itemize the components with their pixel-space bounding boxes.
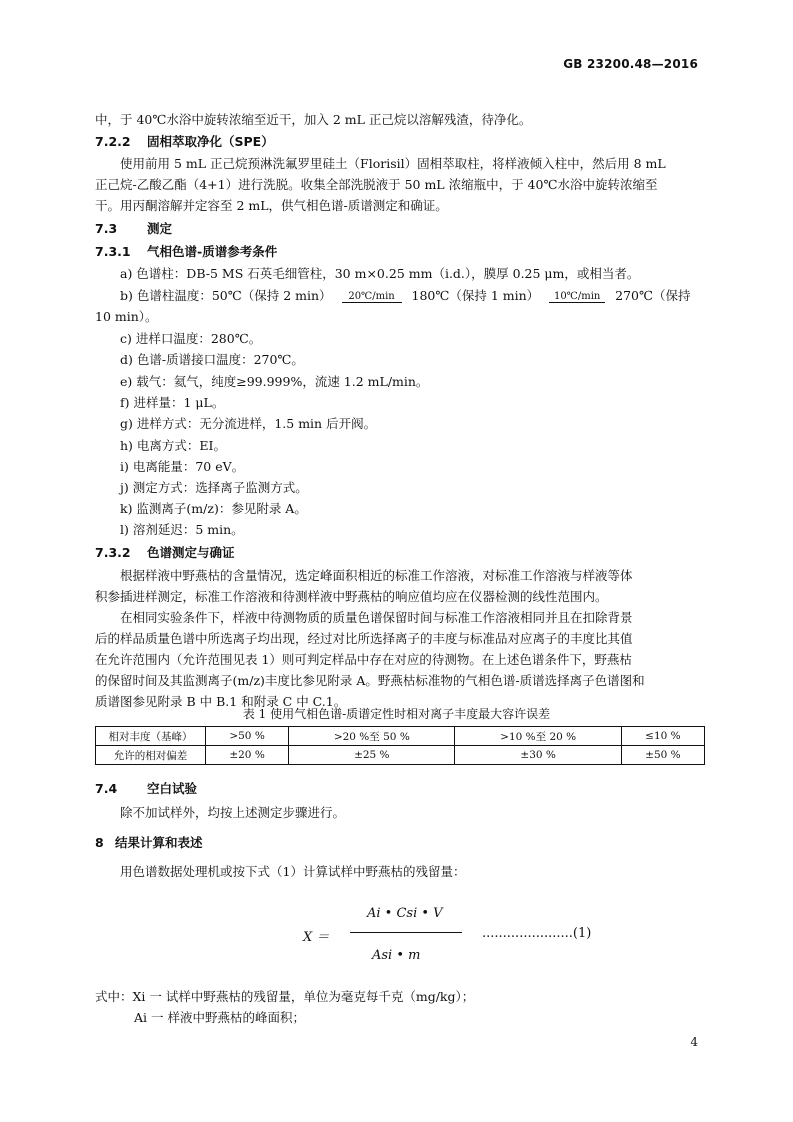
list-item: k) 监测离子(m/z)：参见附录 A。 <box>120 501 307 516</box>
section-title: 色谱测定与确证 <box>147 545 235 560</box>
formula-tag: ......................(1) <box>482 926 592 941</box>
table-cell: ±30 % <box>455 746 621 765</box>
section-number: 7.2.2 <box>95 134 131 149</box>
table-cell: >10 %至 20 % <box>455 727 621 746</box>
list-item: g) 进样方式：无分流进样，1.5 min 后开阀。 <box>120 416 377 431</box>
section-heading-8 <box>95 833 203 851</box>
list-item: l) 溶剂延迟：5 min。 <box>120 522 244 537</box>
table-cell: ±50 % <box>621 746 704 765</box>
formula-lhs: X ＝ <box>303 930 330 945</box>
formula-denominator: Asi • m <box>372 948 421 963</box>
section-title: 测定 <box>147 221 173 236</box>
paragraph-line: 后的样品质量色谱中所选离子均出现，经过对比所选择离子的丰度与标准品对应离子的丰度比其值 <box>95 631 633 646</box>
paragraph-line: 用色谱数据处理机或按下式（1）计算试样中野燕枯的残留量： <box>120 864 466 879</box>
section-number: 7.3.1 <box>95 244 131 259</box>
list-item: h) 电离方式：EI。 <box>120 438 226 453</box>
section-number: 8 <box>95 835 104 850</box>
table-row <box>96 727 705 746</box>
formula-1 <box>0 900 793 970</box>
list-item: i) 电离能量：70 eV。 <box>120 459 245 474</box>
paragraph-line: 在允许范围内（允许范围见表 1）则可判定样品中存在对应的待测物。在上述色谱条件下，野燕枯 <box>95 652 632 667</box>
list-item: f) 进样量：1 μL。 <box>120 395 225 410</box>
section-number: 7.3.2 <box>95 545 131 560</box>
standard-number: GB 23200.48—2016 <box>563 57 698 71</box>
list-item: a) 色谱柱：DB-5 MS 石英毛细管柱，30 m×0.25 mm（i.d.），膜厚 0.25 μm，或相当者。 <box>120 266 640 281</box>
list-item <box>120 286 690 304</box>
section-number: 7.3 <box>95 221 118 236</box>
section-heading-7-4 <box>95 779 197 797</box>
section-heading-7-2-2 <box>95 132 274 150</box>
paragraph-line: 根据样液中野燕枯的含量情况，选定峰面积相近的标准工作溶液，对标准工作溶液与样液等体 <box>120 568 633 583</box>
oven-program-text: 270℃（保持 <box>615 288 691 303</box>
paragraph-line: 质谱图参见附录 B 中 B.1 和附录 C 中 C.1。 <box>95 694 347 709</box>
table-cell: >20 %至 50 % <box>289 727 455 746</box>
oven-program-text: 180℃（保持 1 min） <box>411 288 540 303</box>
section-title: 固相萃取净化（SPE） <box>147 134 274 149</box>
variable-definition: 式中：Xi 一 试样中野燕枯的残留量，单位为毫克每千克（mg/kg）； <box>95 989 475 1004</box>
list-item: d) 色谱-质谱接口温度：270℃。 <box>120 352 304 367</box>
table-cell: ±25 % <box>289 746 455 765</box>
formula-numerator: Ai • Csi • V <box>367 906 443 921</box>
list-item-continuation: 10 min）。 <box>95 309 158 324</box>
section-title: 空白试验 <box>147 781 198 796</box>
section-number: 7.4 <box>95 781 118 796</box>
page-number: 4 <box>690 1035 698 1049</box>
section-title: 气相色谱-质谱参考条件 <box>147 244 278 259</box>
section-heading-7-3-1 <box>95 242 277 260</box>
list-item: j) 测定方式：选择离子监测方式。 <box>120 480 308 495</box>
fraction-bar <box>350 932 462 933</box>
table-cell: >50 % <box>206 727 289 746</box>
table-caption: 表 1 使用气相色谱-质谱定性时相对离子丰度最大容许误差 <box>242 707 551 721</box>
paragraph-line: 中，于 40℃水浴中旋转浓缩至近干，加入 2 mL 正己烷以溶解残渣，待净化。 <box>95 112 532 127</box>
list-item: c) 进样口温度：280℃。 <box>120 331 262 346</box>
paragraph-line: 积参插进样测定，标准工作溶液和待测样液中野燕枯的响应值均应在仪器检测的线性范围内。 <box>95 589 608 604</box>
paragraph-line: 的保留时间及其监测离子(m/z)丰度比参见附录 A。野燕枯标准物的气相色谱-质谱选择离子色谱图和 <box>95 673 645 688</box>
paragraph-line: 正己烷-乙酸乙酯（4+1）进行洗脱。收集全部洗脱液于 50 mL 浓缩瓶中，于 40℃水浴中旋转浓缩至 <box>95 177 658 192</box>
ramp-rate-1: 20℃/min <box>342 291 402 303</box>
paragraph-line: 使用前用 5 mL 正己烷预淋洗氟罗里硅土（Florisil）固相萃取柱，将样液倾入柱中，然后用 8 mL <box>120 156 666 171</box>
paragraph-line: 干。用丙酮溶解并定容至 2 mL，供气相色谱-质谱测定和确证。 <box>95 198 448 213</box>
oven-program-text: b) 色谱柱温度：50℃（保持 2 min） <box>120 288 332 303</box>
table-cell: 相对丰度（基峰） <box>96 727 206 746</box>
table-cell: 允许的相对偏差 <box>96 746 206 765</box>
section-title: 结果计算和表述 <box>115 835 203 850</box>
table-cell: ≤10 % <box>621 727 704 746</box>
section-heading-7-3-2 <box>95 543 235 561</box>
ramp-rate-2: 10℃/min <box>549 291 605 303</box>
table-cell: ±20 % <box>206 746 289 765</box>
list-item: e) 载气：氦气，纯度≥99.999%，流速 1.2 mL/min。 <box>120 374 429 389</box>
variable-definition: Ai 一 样液中野燕枯的峰面积； <box>134 1010 305 1025</box>
tolerance-table <box>95 726 705 765</box>
section-heading-7-3 <box>95 219 172 237</box>
paragraph-line: 在相同实验条件下，样液中待测物质的质量色谱保留时间与标准工作溶液相同并且在扣除背景 <box>120 610 633 625</box>
table-row <box>96 746 705 765</box>
paragraph-line: 除不加试样外，均按上述测定步骤进行。 <box>120 805 346 820</box>
